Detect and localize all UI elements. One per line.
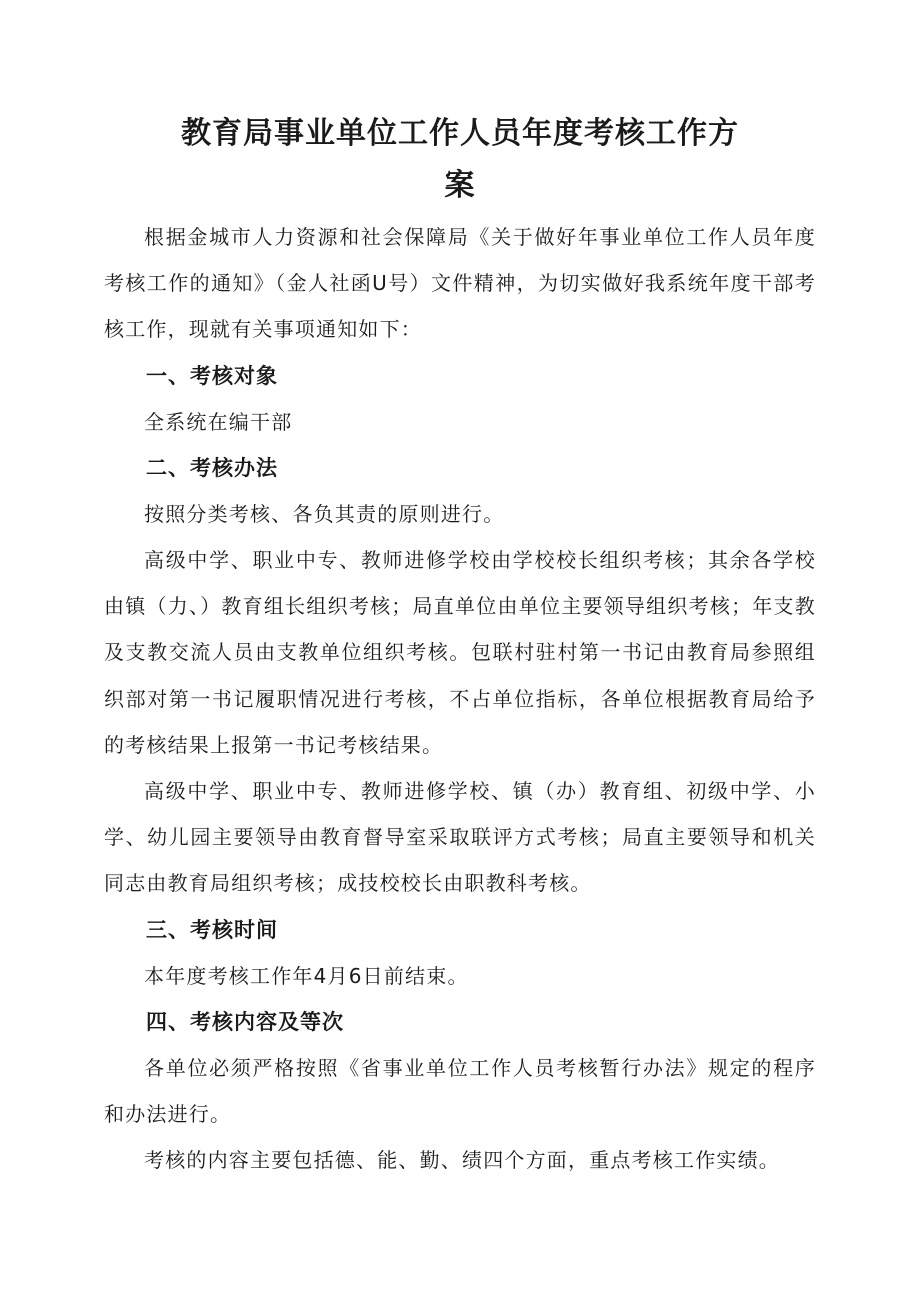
section-heading: 四、考核内容及等次 <box>146 1009 344 1034</box>
intro-paragraph: 根据金城市人力资源和社会保障局《关于做好年事业单位工作人员年度考核工作的通知》（金人社函U号）文件精神，为切实做好我系统年度干部考核工作，现就有关事项通知如下： <box>104 225 816 342</box>
section-paragraph: 考核的内容主要包括德、能、勤、绩四个方面，重点考核工作实绩。 <box>144 1148 780 1173</box>
section-heading: 二、考核办法 <box>146 455 278 480</box>
document-title-line1: 教育局事业单位工作人员年度考核工作方 <box>181 116 739 151</box>
section-paragraph: 按照分类考核、各负其责的原则进行。 <box>144 501 505 526</box>
section-paragraph: 各单位必须严格按照《省事业单位工作人员考核暂行办法》规定的程序和办法进行。 <box>104 1055 816 1127</box>
document-body <box>104 214 816 1183</box>
section-heading: 一、考核对象 <box>146 363 278 388</box>
document-title-line2: 案 <box>444 168 476 203</box>
section-heading: 三、考核时间 <box>146 917 278 942</box>
section-paragraph: 全系统在编干部 <box>144 409 293 434</box>
section-paragraph: 高级中学、职业中专、教师进修学校、镇（办）教育组、初级中学、小学、幼儿园主要领导由教育督导室采取联评方式考核；局直主要领导和机关同志由教育局组织考核；成技校校长由职教科考核。 <box>104 779 816 896</box>
section-paragraph: 本年度考核工作年4月6日前结束。 <box>144 963 469 988</box>
section-paragraph: 高级中学、职业中专、教师进修学校由学校校长组织考核；其余各学校由镇（力、）教育组长组织考核；局直单位由单位主要领导组织考核；年支教及支教交流人员由支教单位组织考核。包联村驻村第一书记由教育局参照组织部对第一书记履职情况进行考核，不占单位指标，各单位根据教育局给予的考核结果上报第一书记考核结果。 <box>104 548 816 757</box>
